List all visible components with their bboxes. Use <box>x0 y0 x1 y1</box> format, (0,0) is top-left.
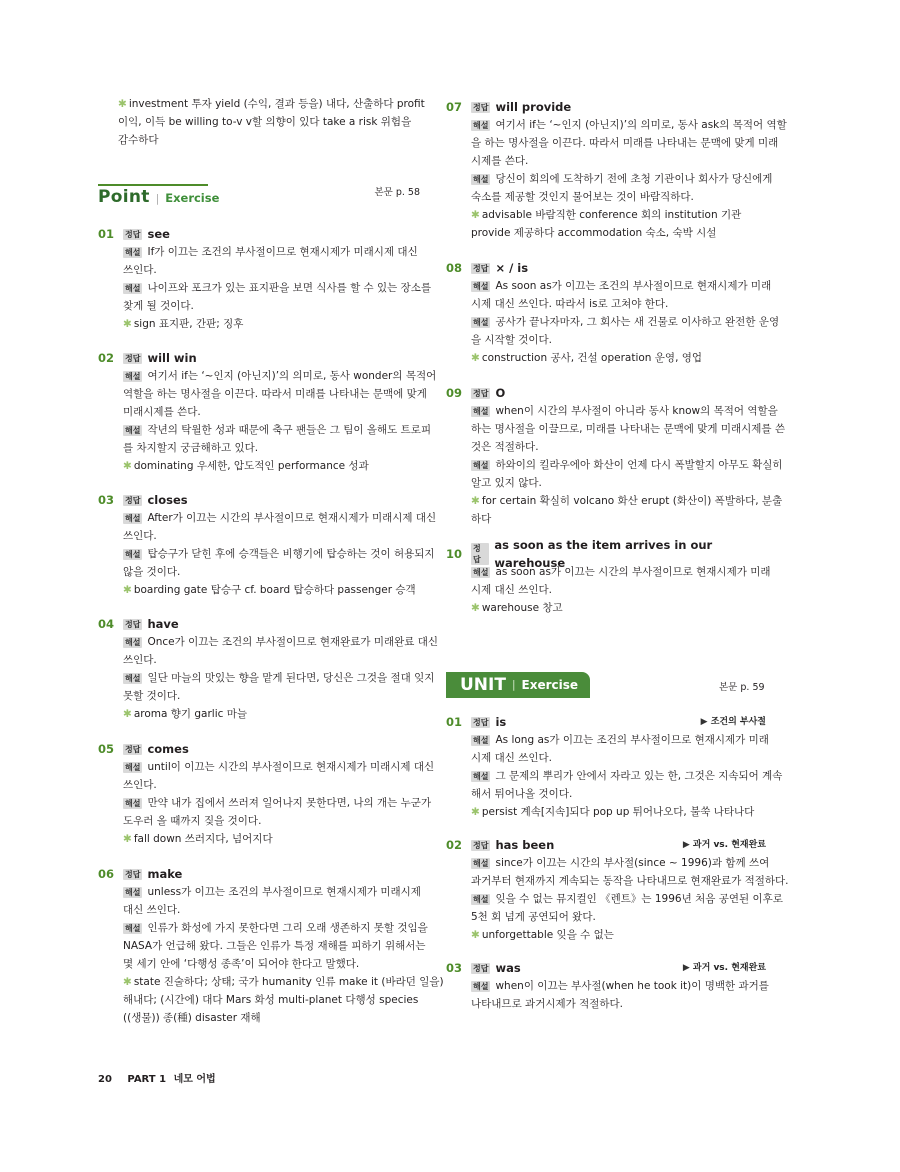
star-icon: ✱ <box>471 352 480 364</box>
explanation-line <box>98 901 420 919</box>
answer-text: was <box>495 961 521 975</box>
explanation-text: 나타내므로 과거시제가 적절하다. <box>471 998 624 1010</box>
star-icon: ✱ <box>123 584 132 596</box>
star-icon: ✱ <box>471 806 480 818</box>
explanation-line <box>98 297 420 315</box>
explain-badge: 해설 <box>473 317 489 327</box>
answer-text: as soon as the item arrives in our warehouse <box>494 538 713 570</box>
explanation-text: until이 이끄는 시간의 부사절이므로 현재시제가 미래시제 대신 <box>147 761 435 773</box>
section-title: Point <box>98 187 150 207</box>
vocab-text: for certain 확실히 volcano 화산 erupt (화산이) 폭발하다, 분출 <box>481 495 783 507</box>
vocab-line <box>98 315 420 333</box>
vocab-line <box>446 510 766 528</box>
explanation-line <box>446 331 766 349</box>
explanation-text: 숙소를 제공할 것인지 물어보는 것이 바람직하다. <box>471 191 694 203</box>
entry-head <box>446 384 766 402</box>
explanation-line <box>98 279 432 297</box>
explanation-text: 못할 것이다. <box>123 690 181 702</box>
point-section-header: Point | Exercise 본문 p. 58 <box>98 184 420 214</box>
vocab-line <box>98 457 420 475</box>
explanation-line <box>446 170 773 188</box>
answer-entry <box>98 225 432 333</box>
answer-badge: 정답 <box>125 353 141 363</box>
explanation-text: 것은 적절하다. <box>471 441 539 453</box>
entry-number: 06 <box>98 867 115 881</box>
explanation-text: 당신이 회의에 도착하기 전에 초청 기관이나 회사가 당신에게 <box>495 173 773 185</box>
explanation-line <box>446 785 766 803</box>
left-column <box>98 225 444 1027</box>
vocab-line <box>446 224 766 242</box>
explanation-text: 여기서 if는 ‘~인지 (아닌지)’의 의미로, 동사 ask의 목적어 역할 <box>495 119 787 131</box>
explanation-text: 그 문제의 뿌리가 안에서 자라고 있는 한, 그것은 지속되어 계속 <box>495 770 783 782</box>
star-icon: ✱ <box>471 495 480 507</box>
answer-badge: 정답 <box>125 229 141 239</box>
explanation-line <box>446 563 771 581</box>
answer-text: closes <box>147 493 188 507</box>
section-subtitle: Exercise <box>165 191 220 205</box>
answer-badge: 정답 <box>473 963 489 973</box>
answer-text: make <box>147 867 183 881</box>
answer-entry <box>98 865 444 1027</box>
explanation-text: 알고 있지 않다. <box>471 477 542 489</box>
explanation-line <box>98 651 420 669</box>
explanation-text: If가 이끄는 조건의 부사절이므로 현재시제가 미래시제 대신 <box>147 246 418 258</box>
answer-badge: 정답 <box>473 717 489 727</box>
star-icon: ✱ <box>123 460 132 472</box>
explanation-text: 않을 것이다. <box>123 566 181 578</box>
explanation-line <box>446 313 780 331</box>
vocab-line <box>446 206 766 224</box>
explain-badge: 해설 <box>473 981 489 991</box>
vocab-line <box>98 830 420 848</box>
explanation-text: 시제 대신 쓰인다. <box>471 584 553 596</box>
explanation-line <box>98 776 420 794</box>
grammar-ref-label: 과거 vs. 현재완료 <box>692 840 766 850</box>
vocab-line <box>98 705 420 723</box>
explanation-text: 하는 명사절을 이끌므로, 미래를 나타내는 문맥에 맞게 미래시제를 쓴 <box>471 423 786 435</box>
explanation-line <box>446 977 769 995</box>
star-icon: ✱ <box>123 976 132 988</box>
grammar-ref <box>683 836 766 854</box>
entry-number: 01 <box>98 227 115 241</box>
entry-number: 07 <box>446 100 463 114</box>
entry-head <box>446 713 766 731</box>
answer-text: will provide <box>495 100 572 114</box>
entry-number: 04 <box>98 617 115 631</box>
explanation-line <box>98 509 437 527</box>
unit-column <box>446 713 789 1013</box>
explain-badge: 해설 <box>125 371 141 381</box>
explanation-text: 대신 쓰인다. <box>123 904 181 916</box>
entry-head <box>446 538 766 570</box>
entry-head <box>98 740 420 758</box>
explanation-text: 미래시제를 쓴다. <box>123 406 201 418</box>
top-vocab: ✱ investment 투자 yield (수익, 결과 등을) 내다, 산출하다 profit 이익, 이득 be willing to-v v할 의향이 있다 take a risk 위험을 감수하다 <box>118 98 425 146</box>
explanation-text: 시제 대신 쓰인다. 따라서 is로 고쳐야 한다. <box>471 298 669 310</box>
vocab-text: advisable 바람직한 conference 회의 institution 기관 <box>481 209 742 221</box>
answer-text: is <box>495 715 507 729</box>
footer-part: PART 1 <box>127 1074 167 1085</box>
explanation-text: As long as가 이끄는 조건의 부사절이므로 현재시제가 미래 <box>495 734 769 746</box>
answer-entry <box>446 959 769 1013</box>
explanation-text: 쓰인다. <box>123 779 157 791</box>
answer-text: have <box>147 617 179 631</box>
entry-head <box>98 349 420 367</box>
answer-entry <box>98 491 437 599</box>
footer-title: 네모 어법 <box>173 1074 216 1085</box>
explanation-line <box>98 261 420 279</box>
vocab-line <box>446 349 766 367</box>
explanation-line <box>446 188 766 206</box>
entry-number: 10 <box>446 547 463 561</box>
grammar-ref-label: 조건의 부사절 <box>710 717 766 727</box>
explanation-text: 과거부터 현재까지 계속되는 동작을 나타내므로 현재완료가 적절하다. <box>471 875 789 887</box>
explanation-line <box>446 890 783 908</box>
entry-head <box>446 959 766 977</box>
star-icon: ✱ <box>118 98 127 110</box>
vocab-line <box>446 492 783 510</box>
explanation-text: 쓰인다. <box>123 530 157 542</box>
explanation-line <box>98 669 435 687</box>
explanation-line <box>98 367 437 385</box>
entry-number: 02 <box>98 351 115 365</box>
explanation-line <box>446 908 766 926</box>
explanation-line <box>446 581 766 599</box>
explanation-text: 해서 튀어나올 것이다. <box>471 788 573 800</box>
explain-badge: 해설 <box>125 513 141 523</box>
explanation-text: 를 차지할지 궁금해하고 있다. <box>123 442 259 454</box>
explanation-text: 을 시작할 것이다. <box>471 334 553 346</box>
explain-badge: 해설 <box>125 798 141 808</box>
explanation-text: as soon as가 이끄는 시간의 부사절이므로 현재시제가 미래 <box>495 566 771 578</box>
explanation-line <box>98 758 435 776</box>
explain-badge: 해설 <box>125 425 141 435</box>
explanation-text: 을 하는 명사절을 이끈다. 따라서 미래를 나타내는 문맥에 맞게 미래 <box>471 137 779 149</box>
explanation-line <box>98 439 420 457</box>
vocab-line <box>98 973 444 991</box>
explanation-line <box>98 421 432 439</box>
vocab-text: aroma 향기 garlic 마늘 <box>133 708 248 720</box>
explanation-line <box>98 385 427 403</box>
vocab-line <box>446 599 766 617</box>
explanation-text: 찾게 될 것이다. <box>123 300 194 312</box>
explain-badge: 해설 <box>125 762 141 772</box>
explanation-text: 5천 회 넘게 공연되어 왔다. <box>471 911 596 923</box>
explanation-line <box>98 545 435 563</box>
grammar-ref <box>701 713 766 731</box>
explanation-line <box>446 872 789 890</box>
explanation-line <box>446 277 772 295</box>
vocab-text: state 진술하다; 상태; 국가 humanity 인류 make it (바라던 일을) <box>133 976 444 988</box>
unit-page-ref: 본문 p. 59 <box>719 682 765 693</box>
star-icon: ✱ <box>123 708 132 720</box>
explanation-line <box>446 474 766 492</box>
star-icon: ✱ <box>471 209 480 221</box>
explain-badge: 해설 <box>125 887 141 897</box>
vocab-text: persist 계속[지속]되다 pop up 튀어나오다, 불쑥 나타나다 <box>481 806 755 818</box>
explanation-text: 여기서 if는 ‘~인지 (아닌지)’의 의미로, 동사 wonder의 목적어 <box>147 370 437 382</box>
explain-badge: 해설 <box>125 923 141 933</box>
explanation-line <box>98 243 420 261</box>
vocab-text: fall down 쓰러지다, 넘어지다 <box>133 833 273 845</box>
explain-badge: 해설 <box>473 460 489 470</box>
explanation-line <box>446 995 766 1013</box>
star-icon: ✱ <box>123 318 132 330</box>
explanation-text: when이 시간의 부사절이 아니라 동사 know의 목적어 역할을 <box>495 405 778 417</box>
page-footer <box>98 1071 216 1089</box>
answer-entry <box>98 740 435 848</box>
star-icon: ✱ <box>471 602 480 614</box>
vocab-text: sign 표지판, 간판; 징후 <box>133 318 244 330</box>
entry-number: 03 <box>446 961 463 975</box>
vocab-text: construction 공사, 건설 operation 운영, 영업 <box>481 352 703 364</box>
entry-number: 03 <box>98 493 115 507</box>
explanation-text: when이 이끄는 부사절(when he took it)이 명백한 과거를 <box>495 980 769 992</box>
triangle-icon: ▶ <box>682 963 693 973</box>
explanation-text: 하와이의 킬라우에아 화산이 언제 다시 폭발할지 아무도 확실히 <box>495 459 783 471</box>
explanation-text: After가 이끄는 시간의 부사절이므로 현재시제가 미래시제 대신 <box>147 512 437 524</box>
explanation-line <box>98 955 420 973</box>
explanation-line <box>98 883 420 901</box>
explanation-text: NASA가 언급해 왔다. 그들은 인류가 특정 재해를 피하기 위해서는 <box>123 940 426 952</box>
explanation-text: 나이프와 포크가 있는 표지판을 보면 식사를 할 수 있는 장소를 <box>147 282 432 294</box>
explain-badge: 해설 <box>473 174 489 184</box>
explain-badge: 해설 <box>125 549 141 559</box>
explain-badge: 해설 <box>473 894 489 904</box>
vocab-text: warehouse 창고 <box>481 602 563 614</box>
explanation-line <box>446 134 779 152</box>
explanation-text: Once가 이끄는 조건의 부사절이므로 현재완료가 미래완료 대신 <box>147 636 439 648</box>
answer-text: comes <box>147 742 189 756</box>
answer-badge: 정답 <box>471 543 489 565</box>
answer-entry <box>98 615 439 723</box>
answer-text: has been <box>495 838 555 852</box>
vocab-line <box>446 926 766 944</box>
explanation-line <box>98 794 432 812</box>
explanation-text: 만약 내가 집에서 쓰러져 일어나지 못한다면, 나의 개는 누군가 <box>147 797 432 809</box>
answer-badge: 정답 <box>125 495 141 505</box>
answer-entry <box>98 349 437 475</box>
grammar-ref <box>683 959 766 977</box>
explanation-text: 작년의 탁월한 성과 때문에 축구 팬들은 그 팀이 올해도 트로피 <box>147 424 432 436</box>
vocab-line <box>98 991 420 1009</box>
entry-number: 08 <box>446 261 463 275</box>
vocab-text: provide 제공하다 accommodation 숙소, 숙박 시설 <box>471 227 717 239</box>
entry-number: 02 <box>446 838 463 852</box>
explain-badge: 해설 <box>125 283 141 293</box>
triangle-icon: ▶ <box>700 717 711 727</box>
answer-entry <box>446 259 780 367</box>
explanation-text: 쓰인다. <box>123 654 157 666</box>
explain-badge: 해설 <box>473 735 489 745</box>
entry-head <box>98 225 420 243</box>
explain-badge: 해설 <box>125 637 141 647</box>
unit-title: UNIT <box>460 675 506 695</box>
explanation-text: 몇 세기 안에 ‘다행성 종족’이 되어야 한다고 말했다. <box>123 958 360 970</box>
explanation-line <box>446 295 766 313</box>
vocab-line <box>98 581 420 599</box>
vocab-text: ((생물)) 종(種) disaster 재해 <box>123 1012 261 1024</box>
explain-badge: 해설 <box>125 673 141 683</box>
explain-badge: 해설 <box>473 858 489 868</box>
explanation-line <box>98 812 420 830</box>
explanation-line <box>446 749 766 767</box>
explanation-text: 탑승구가 닫힌 후에 승객들은 비행기에 탑승하는 것이 허용되지 <box>147 548 435 560</box>
explanation-line <box>98 633 439 651</box>
answer-text: see <box>147 227 170 241</box>
entry-head <box>446 259 766 277</box>
entry-number: 05 <box>98 742 115 756</box>
entry-head <box>98 865 420 883</box>
answer-badge: 정답 <box>125 744 141 754</box>
explanation-text: 쓰인다. <box>123 264 157 276</box>
explanation-text: unless가 이끄는 조건의 부사절이므로 현재시제가 미래시제 <box>147 886 421 898</box>
explanation-text: 도우러 올 때까지 짖을 것이다. <box>123 815 262 827</box>
answer-entry <box>446 538 771 617</box>
answer-badge: 정답 <box>473 263 489 273</box>
page-number: 20 <box>98 1074 112 1085</box>
explanation-text: 인류가 화성에 가지 못한다면 그리 오래 생존하지 못할 것임을 <box>147 922 428 934</box>
explain-badge: 해설 <box>473 771 489 781</box>
explanation-line <box>446 116 787 134</box>
vocab-text: dominating 우세한, 압도적인 performance 성과 <box>133 460 369 472</box>
answer-badge: 정답 <box>125 619 141 629</box>
explanation-line <box>446 402 778 420</box>
triangle-icon: ▶ <box>682 840 693 850</box>
unit-section-header: UNIT | Exercise <box>446 672 590 698</box>
explanation-text: 역할을 하는 명사절을 이끈다. 따라서 미래를 나타내는 문맥에 맞게 <box>123 388 427 400</box>
answer-badge: 정답 <box>473 840 489 850</box>
unit-subtitle: Exercise <box>521 678 579 692</box>
explanation-text: 잊을 수 없는 뮤지컬인 《렌트》는 1996년 처음 공연된 이후로 <box>495 893 783 905</box>
explanation-text: As soon as가 이끄는 조건의 부사절이므로 현재시제가 미래 <box>495 280 772 292</box>
vocab-text: unforgettable 잊을 수 없는 <box>481 929 614 941</box>
explanation-text: 시제 대신 쓰인다. <box>471 752 553 764</box>
grammar-ref-label: 과거 vs. 현재완료 <box>692 963 766 973</box>
explanation-line <box>98 563 420 581</box>
star-icon: ✱ <box>471 929 480 941</box>
explanation-line <box>98 527 420 545</box>
explanation-line <box>98 919 428 937</box>
entry-number: 01 <box>446 715 463 729</box>
vocab-line <box>98 1009 420 1027</box>
explanation-line <box>98 687 420 705</box>
right-column <box>446 98 787 617</box>
answer-badge: 정답 <box>473 102 489 112</box>
explanation-line <box>446 731 769 749</box>
explanation-text: since가 이끄는 시간의 부사절(since ~ 1996)과 함께 쓰여 <box>495 857 770 869</box>
answer-badge: 정답 <box>473 388 489 398</box>
explanation-line <box>446 438 766 456</box>
entry-head <box>446 836 766 854</box>
explanation-text: 시제를 쓴다. <box>471 155 529 167</box>
vocab-text: 해내다; (시간에) 대다 Mars 화성 multi-planet 다행성 species <box>123 994 419 1006</box>
explain-badge: 해설 <box>473 567 489 577</box>
answer-text: O <box>495 386 506 400</box>
explain-badge: 해설 <box>473 281 489 291</box>
entry-head <box>98 491 420 509</box>
explanation-line <box>446 456 783 474</box>
explanation-line <box>446 767 783 785</box>
explanation-line <box>446 152 766 170</box>
vocab-text: 하다 <box>471 513 492 525</box>
answer-text: × / is <box>495 261 529 275</box>
page-ref: 본문 p. 58 <box>374 187 420 198</box>
answer-text: will win <box>147 351 197 365</box>
entry-head <box>446 98 766 116</box>
explanation-line <box>446 854 770 872</box>
answer-entry <box>446 836 789 944</box>
explain-badge: 해설 <box>473 406 489 416</box>
star-icon: ✱ <box>123 833 132 845</box>
explanation-text: 공사가 끝나자마자, 그 회사는 새 건물로 이사하고 완전한 운영 <box>495 316 780 328</box>
vocab-line <box>446 803 766 821</box>
answer-entry <box>446 384 786 528</box>
explanation-line <box>98 937 426 955</box>
explanation-line <box>446 420 786 438</box>
explain-badge: 해설 <box>125 247 141 257</box>
explanation-text: 일단 마늘의 맛있는 향을 맡게 된다면, 당신은 그것을 절대 잊지 <box>147 672 435 684</box>
entry-head <box>98 615 420 633</box>
header-rule <box>98 184 208 186</box>
explanation-line <box>98 403 420 421</box>
entry-number: 09 <box>446 386 463 400</box>
answer-entry <box>446 98 787 242</box>
vocab-text: boarding gate 탑승구 cf. board 탑승하다 passenger 승객 <box>133 584 416 596</box>
answer-badge: 정답 <box>125 869 141 879</box>
explain-badge: 해설 <box>473 120 489 130</box>
answer-entry <box>446 713 783 821</box>
